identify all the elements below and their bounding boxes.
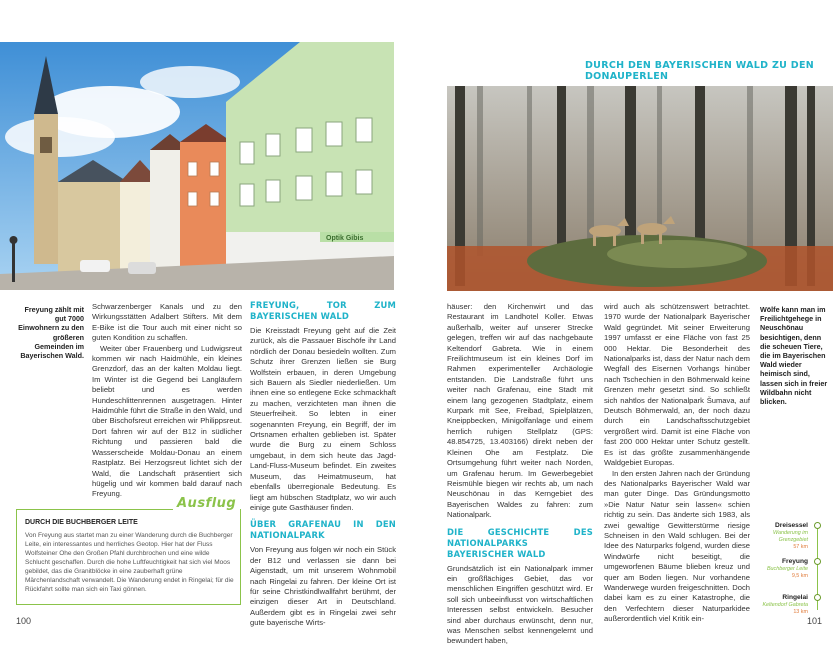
left-col1-paragraph: Schwarzenberger Kanals und zu den Wirkungsstätten Adalbert Stifters. Mit dem E-Bike ist die Tour auch mit einer nicht so guten Kondition zu schaffen.: [92, 302, 242, 343]
left-column-2: [250, 300, 396, 629]
town-street-illustration: [0, 42, 394, 290]
route-stop-km: 13 km: [793, 609, 808, 615]
route-widget: [752, 522, 822, 615]
page-number-left: 100: [16, 616, 32, 626]
route-stop-dot: [814, 594, 821, 601]
left-column-1: [92, 302, 242, 500]
left-col2-paragraph: Von Freyung aus folgen wir noch ein Stück der B12 und verlassen sie dann bei Aigenstadt, um mit unserem Wohnmobil nach Ringelai zu fahren. Der kleine Ort ist für seine Christkindlwallfahrt berühmt, der einzigen dieser Art in Deutschland. Außerdem gibt es in Ringelai zwei sehr gute bayerische Wirts-: [250, 545, 396, 628]
shop-sign: Optik Gibis: [326, 235, 364, 242]
route-stop-sub: Keltendorf Gabreta: [762, 602, 808, 608]
town-street-photo: [0, 42, 394, 290]
right-col2-paragraph: wird auch als schützenswert betrachtet. 1970 wurde der Nationalpark Bayerischer Wald gegründet. Mit seiner Erweiterung 1997 umfasst er eine Fläche von fast 25 000 Hektar. Die Besonderheit des Nationalparks ist, dass der Natur nach dem Wegfall des Eisernen Vorhangs hinüber nach Tschechien in den Böhmerwald keine Grenzen mehr gesetzt sind. So schließt sich nahtlos der Nationalpark Šumava, auf Deutsch Böhmerwald, an, der noch dazu durch ein Landschaftsschutzgebiet vergrößert wird. Damit ist eine Fläche von fast 200 000 Hektar unter Schutz gestellt. Es ist das größte zusammenhängende Waldgebiet Europas.: [604, 302, 750, 468]
page-number-right: 101: [807, 616, 823, 626]
excursion-box: [16, 509, 241, 605]
left-page: [0, 0, 416, 666]
section-title-freyung: FREYUNG, TOR ZUM BAYERISCHEN WALD: [250, 300, 396, 321]
route-stop-name: Freyung: [781, 558, 808, 565]
route-stop-dot: [814, 558, 821, 565]
route-stop-km: 9,5 km: [791, 573, 808, 579]
section-title-national-park: DIE GESCHICHTE DES NATIONALPARKS BAYERISCHER WALD: [447, 526, 593, 559]
route-stop-km: 57 km: [793, 544, 808, 550]
right-column-2: [604, 302, 750, 625]
right-col1-paragraph: häuser: den Kirchenwirt und das Restaurant im Landhotel Koller. Etwas außerhalb, weiter auf unserer Strecke gelegen, treffen wir auf das nachgebaute Keltendorf Gabreta. Wie in einem Freilichtmuseum ist ein kleines Dorf im Rahmen experimenteller Archäologie entstanden. Die Landstraße führt uns weiter nach Grafenau, eine Stadt mit einem lang gezogenen Stadtplatz, einem Kurpark mit See, Freibad, Spielplätzen, Kneippbecken, Minigolfanlage und einem herrlich ruhigen Stellplatz (GPS: 48.854725, 13.403166) direkt neben der Kleinen Ohe am Festplatz. Die Ortsumgehung führt weiter nach Norden, um Grafenau herum. Im Gewerbegebiet Reismühle biegen wir rechts ab, um nach Neuschönau in das Kerngebiet des Bayerischen Waldes zu fahren: zum Nationalpark.: [447, 302, 593, 520]
left-col1-paragraph: Weiter über Frauenberg und Ludwigsreut kommen wir nach Haidmühle, ein kleines Grenzdorf, das an der kalten Moldau liegt. Im Winter ist die Gegend bei Langläufern beliebt und es werden Hundeschlittenrennen ausgetragen. Hinter Haidmühle führt die Straße in den Wald, und über Bischofsreut erreichen wir Philippsreut. Dort fahren wir auf der B12 in südlicher Richtung und passieren bald die Wasserscheide Moldau-Donau an einem Rastplatz. Bei Herzogsreut lichtet sich der Wald, die Landschaft präsentiert sich hügelig und wir kommen bald darauf nach Freyung.: [92, 343, 242, 499]
forest-illustration: [447, 86, 833, 291]
excursion-title: DURCH DIE BUCHBERGER LEITE: [25, 519, 138, 526]
route-stop-name: Dreisessel: [775, 522, 808, 529]
route-stop-freyung: [767, 558, 808, 580]
left-col2-paragraph: Die Kreisstadt Freyung geht auf die Zeit zurück, als die Passauer Bischöfe ihr Land nördlich der Donau besiedeln wollten. Zum Schutz ihrer Grenzen ließen sie Burg Wolfstein erbauen, in deren Umgebung sich Bauern als Siedler niederließen. Um ihnen eine so entlegene Ecke schmackhaft zu machen, verzichteten man ihnen die Steuerfreiheit. So lebten in einer sogenannten Freyung, ein Begriff, der im Ortsnamen erhalten geblieben ist. Später wurde die Burg zu einem Schloss umgebaut, in dem sich heute das Jagd-Land-Fluss-Museum befindet. Ein zweites Museum, das Heimatmuseum, hat ebenfalls überregionale Bedeutung. Es liegt am hübschen Stadtplatz, wo wir auch einige gute Gasthäuser finden.: [250, 326, 396, 512]
route-stop-dreisessel: [752, 522, 808, 551]
town-photo-caption: Freyung zählt mit gut 7000 Einwohnern zu den größeren Gemeinden im Bayerischen Wald.: [18, 305, 84, 361]
forest-photo-caption: Wölfe kann man im Freilichtgehege in Neuschönau besichtigen, denn die scheuen Tiere, die im Bayerischen Wald wieder heimisch sind, lassen sich in freier Wildbahn nicht blicken.: [760, 305, 828, 407]
excursion-text: Von Freyung aus startet man zu einer Wanderung durch die Buchberger Leite, ein interessantes und herrliches Geotop. Hier hat der Fluss Wolfsteiner Ohe den Großen Pfahl durchbrochen und eine wilde Schlucht geschaffen. Durch die hohe Luftfeuchtigkeit hat sich viel Moos gebildet, das die Granitblöcke in eine zauberhaft grüne Märchenlandschaft verwandelt. Die Wanderung endet in Ringelai; für die Rückfahrt sollte man sich ein Taxi gönnen.: [25, 532, 234, 593]
excursion-badge: Ausflug: [173, 496, 240, 511]
section-title-grafenau: ÜBER GRAFENAU IN DEN NATIONALPARK: [250, 519, 396, 541]
route-stop-ringelai: [762, 594, 808, 616]
right-column-1: [447, 302, 593, 647]
route-stop-dot: [814, 522, 821, 529]
route-stop-sub: Buchberger Leite: [766, 566, 808, 572]
route-stop-name: Ringelai: [782, 594, 808, 601]
right-col2-paragraph: In den ersten Jahren nach der Gründung des Nationalparks Bayerischer Wald war man guter Dinge. Das Gründungsmotto »Die Natur Natur sein lassen« schien richtig zu sein. Das änderte sich 1983, als zwei gewaltige Gewitterstürme riesige Schneisen in den Wald schlugen. Bei der Idee des Naturparks folgend, wurden diese Windwürfe nicht beseitigt, die umgeworfenen Bäume blieben kreuz und quer am Boden liegen. Nur vorhandene Wanderwege wurden freigeschnitten. Doch dabei kam es zu einer Katastrophe, die den Verfechtern dieser Naturparkidee außerordentlich viel Kritik ein-: [604, 468, 750, 624]
right-col1-paragraph: Grundsätzlich ist ein Nationalpark immer ein großflächiges Gebiet, das vor menschlichen Eingriffen geschützt wird. Er soll sich unbeeinflusst von wirtschaftlichen Interessen selbst entwickeln. Besucher sind aber durchaus erwünscht, denn nur, was Menschen selbst kennengelernt und bewundert haben,: [447, 563, 593, 646]
chapter-headline: DURCH DEN BAYERISCHEN WALD ZU DEN DONAUPERLEN: [585, 60, 814, 82]
route-stop-sub: Wanderung im Grenzgebiet: [773, 530, 808, 543]
forest-wolves-photo: [447, 86, 833, 291]
